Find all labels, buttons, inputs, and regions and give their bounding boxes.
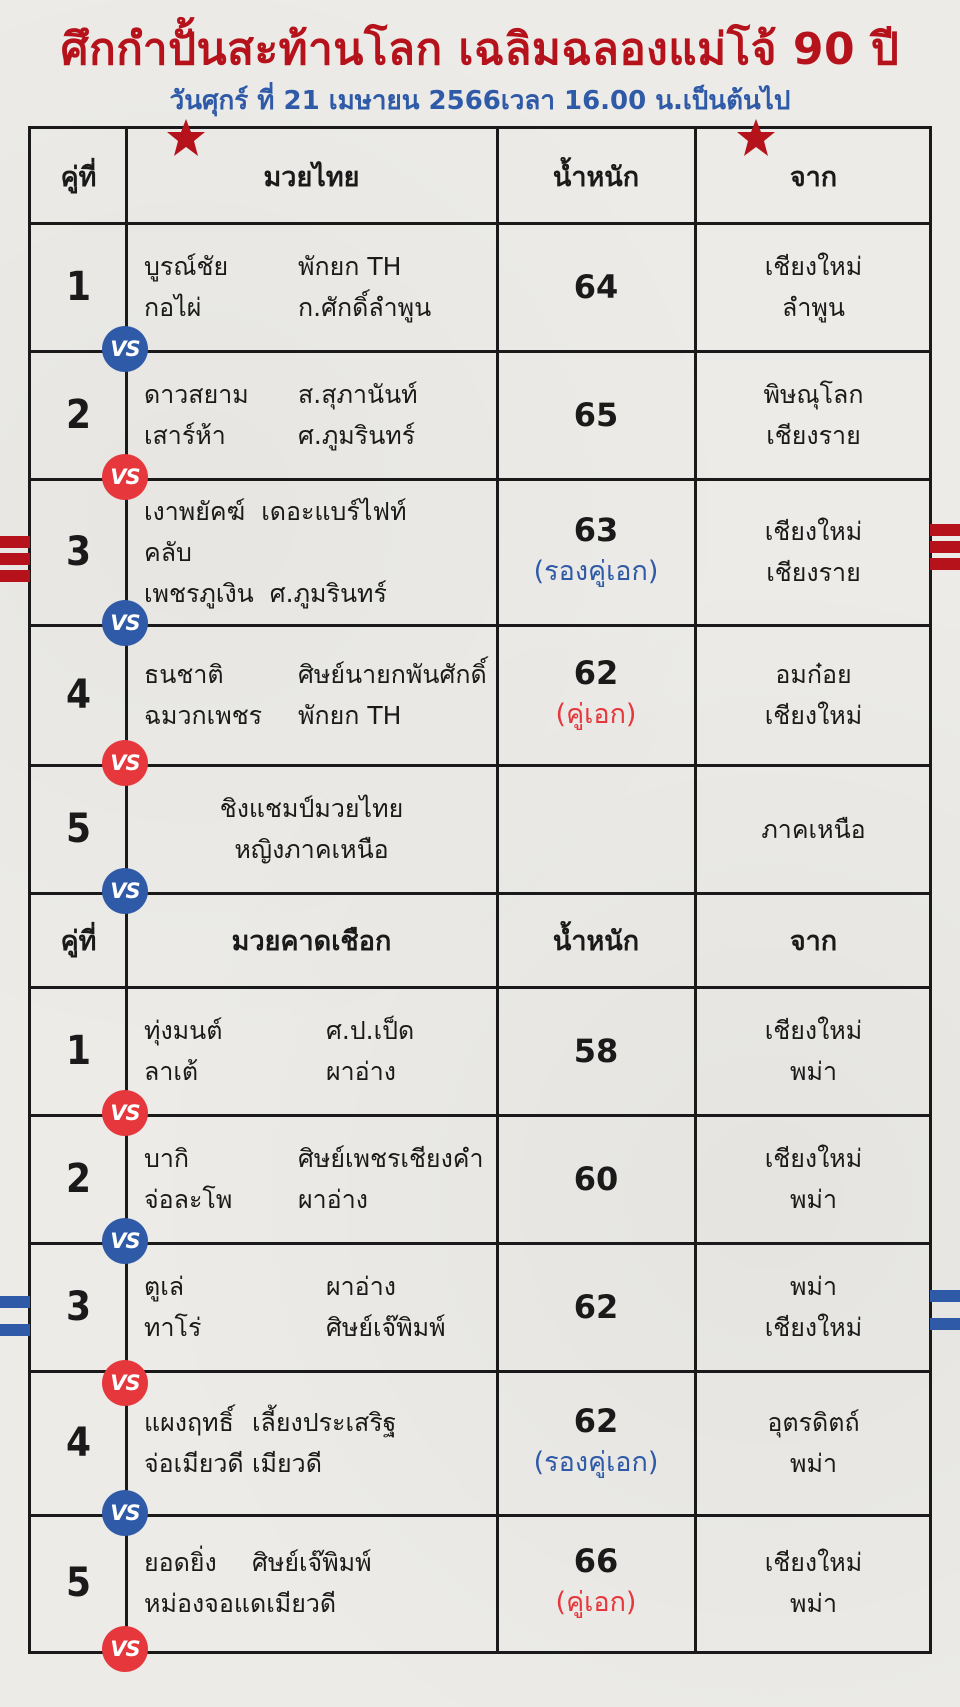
fighter-name: เพชรภูเงิน [144,578,254,608]
fighter-row [144,573,407,614]
fighter-camp: ศ.ภูมรินทร์ [269,578,387,608]
fighters-cell [126,625,497,765]
weight-value: 64 [573,268,619,306]
fighters-list [144,246,431,328]
fighter-row [144,1402,396,1443]
origin-cell [695,1515,932,1651]
fighter-name: เงาพยัคฆ์ [144,496,246,526]
main-event-label: (คู่เอก) [555,699,637,730]
weight-cell [497,625,695,765]
poster-title: ศึกกำปั้นสะท้านโลก เฉลิมฉลองแม่โจ้ 90 ปี [60,24,900,75]
fighter-name: ทาโร่ [144,1313,202,1342]
fighter-name: แผงฤทธิ์ [144,1408,234,1437]
fighter-name: หม่องจอแด [144,1589,267,1618]
fighter-name: ธนชาติ [144,660,224,689]
fighters-list [144,654,487,736]
fighter-row [144,1179,484,1220]
flag-stripes-red-right [930,524,960,570]
bout-number: 2 [65,392,92,438]
vs-badge: VS [102,1626,148,1672]
bout-number: 5 [65,806,92,852]
origin-place: ลำพูน [782,293,845,322]
bout-number: 1 [65,264,92,310]
fighter-camp: ผาอ่าง [326,1272,396,1301]
fighter-row [144,415,418,456]
bout-number: 5 [65,1560,92,1606]
weight-value: 60 [573,1160,619,1198]
vs-badge: VS [102,740,148,786]
fighters-list [144,1266,446,1348]
origin-place: พม่า [790,1185,837,1214]
fighter-camp: เมียวดี [252,1449,322,1478]
fighter-row [144,532,407,573]
bout-title-line: หญิงภาคเหนือ [234,835,389,864]
vs-badge: VS [102,868,148,914]
weight-value: 62 [573,1402,619,1440]
fighter-camp: ศิษย์เจ๊พิมพ์ [326,1313,446,1342]
weight-cell [497,351,695,479]
muay-thai-header-from: จาก [789,161,838,193]
muay-thai-header-name: มวยไทย [263,161,360,193]
fighter-camp: พักยก TH [298,701,402,730]
vs-badge: VS [102,1218,148,1264]
fighters-list [144,1402,396,1484]
origin-place: เชียงใหม่ [764,517,863,546]
fighter-camp: ศ.ป.เป็ด [326,1016,415,1045]
origin-cell [695,1115,932,1243]
boxing-header-weight: น้ำหนัก [552,925,640,957]
origin-cell [695,987,932,1115]
fighter-row [144,1138,484,1179]
origin-place: พม่า [790,1589,837,1618]
co-main-event-label: (รองคู่เอก) [533,1447,659,1478]
fighters-list [144,1542,372,1624]
star-icon-left [166,118,206,158]
flag-stripes-blue-right [930,1290,960,1330]
fighter-name: ทุ่งมนต์ [144,1016,223,1045]
fighter-camp: ส.สุภานันท์ [298,380,418,409]
fighter-name: จ่อละโพ [144,1185,233,1214]
event-date-time: วันศุกร์ ที่ 21 เมษายน 2566เวลา 16.00 น.เป็นต้นไป [169,86,791,116]
fighter-camp: ผาอ่าง [298,1185,368,1214]
bout-number: 3 [65,529,92,575]
weight-value: 65 [573,396,619,434]
bout-title-line: ชิงแชมป์มวยไทย [219,794,404,823]
fighter-camp: เลี้ยงประเสริฐ [252,1408,397,1437]
origin-place: เชียงใหม่ [764,701,863,730]
bout-title-lines [220,788,403,870]
fighter-camp: เดอะแบร์ไฟท์ [261,496,407,526]
origin-place: อุตรดิตถ์ [767,1408,860,1437]
fighter-name: กอไผ่ [144,293,202,322]
fighter-row [144,1307,446,1348]
bout-number: 1 [65,1028,92,1074]
boxing-header-from: จาก [789,925,838,957]
origin-place: พม่า [790,1272,837,1301]
origin-cell [695,625,932,765]
origin-place: อมก๋อย [775,660,852,689]
fighters-cell [126,351,497,479]
fighter-camp: ศิษย์นายกพันศักดิ์ [298,660,487,689]
weight-value: 62 [573,1288,619,1326]
muay-thai-header-weight: น้ำหนัก [552,161,640,193]
weight-cell [497,1115,695,1243]
fighters-list [144,1010,414,1092]
fighters-cell [126,1115,497,1243]
fighters-list [144,374,418,456]
flag-stripes-blue-left [0,1296,30,1336]
weight-cell [497,479,695,625]
fighter-row [144,287,431,328]
fighter-row [144,654,487,695]
fighters-cell [126,223,497,351]
fighters-cell [126,1243,497,1371]
fighter-camp: ศิษย์เพชรเชียงคำ [298,1144,484,1173]
fighter-camp: พักยก TH [298,252,402,281]
weight-cell [497,1371,695,1515]
origin-place: เชียงราย [766,421,861,450]
origin-place: เชียงใหม่ [764,1313,863,1342]
fight-card-table [28,126,932,1661]
fighters-cell [126,1371,497,1515]
fighters-cell [126,1515,497,1651]
fighter-camp: ศิษย์เจ๊พิมพ์ [252,1548,372,1577]
fighter-row [144,246,431,287]
muay-thai-header-pair: คู่ที่ [60,161,97,193]
vs-badge: VS [102,1360,148,1406]
origin-place: พม่า [790,1449,837,1478]
origin-place: เชียงใหม่ [764,1016,863,1045]
fighter-name: เสาร์ห้า [144,421,226,450]
weight-value: 66 [573,1542,619,1580]
fighters-list [144,491,407,614]
fighter-name: ลาเต้ [144,1057,199,1086]
main-event-label: (คู่เอก) [555,1587,637,1618]
weight-cell [497,765,695,893]
fighter-row [144,1010,414,1051]
vs-badge: VS [102,326,148,372]
fighters-cell [126,479,497,625]
origin-cell [695,479,932,625]
fighter-row [144,1542,372,1583]
fighter-camp: ศ.ภูมรินทร์ [298,421,416,450]
origin-place: พิษณุโลก [763,380,864,409]
weight-cell [497,1243,695,1371]
origin-place: เชียงใหม่ [764,252,863,281]
origin-place: พม่า [790,1057,837,1086]
fighter-name: ฉมวกเพชร [144,701,263,730]
fighter-name: บากิ [144,1144,190,1173]
origin-place: เชียงใหม่ [764,1548,863,1577]
fighter-row [144,1266,446,1307]
origin-cell [695,765,932,893]
fighter-camp: ก.ศักดิ์ลำพูน [298,293,432,322]
bout-number: 4 [65,672,92,718]
fighter-row [144,695,487,736]
vs-badge: VS [102,1490,148,1536]
origin-place: เชียงราย [766,558,861,587]
co-main-event-label: (รองคู่เอก) [533,556,659,587]
fighter-row [144,491,407,532]
origin-cell [695,1243,932,1371]
fighter-name: ดาวสยาม [144,380,249,409]
origin-cell [695,1371,932,1515]
vs-badge: VS [102,600,148,646]
fighter-name: ยอดยิ่ง [144,1548,217,1577]
bout-number: 4 [65,1420,92,1466]
origin-cell [695,223,932,351]
weight-cell [497,1515,695,1651]
weight-value: 58 [573,1032,619,1070]
boxing-header-name: มวยคาดเชือก [231,925,392,957]
star-icon-right [736,118,776,158]
fighter-name: จ่อเมียวดี [144,1449,244,1478]
fighter-name: คลับ [144,537,192,567]
fighter-row [144,374,418,415]
flag-stripes-red-left [0,536,30,582]
fighter-name: ตูเล่ [144,1272,185,1301]
fighter-name: บูรณ์ชัย [144,252,229,281]
fighters-cell [126,987,497,1115]
fighter-row [144,1443,396,1484]
origin-place: เชียงใหม่ [764,1144,863,1173]
weight-value: 63 [573,511,619,549]
weight-cell [497,223,695,351]
vs-badge: VS [102,454,148,500]
bout-number: 2 [65,1156,92,1202]
vs-badge: VS [102,1090,148,1136]
fighters-list [144,1138,484,1220]
bout-title [126,765,497,893]
fighter-row [144,1583,372,1624]
fighter-row [144,1051,414,1092]
weight-value: 62 [573,654,619,692]
fighter-camp: เมียวดี [266,1589,337,1618]
fighter-camp: ผาอ่าง [326,1057,396,1086]
origin-cell [695,351,932,479]
weight-cell [497,987,695,1115]
bout-number: 3 [65,1284,92,1330]
boxing-header-pair: คู่ที่ [60,925,97,957]
origin-place: ภาคเหนือ [761,814,866,844]
